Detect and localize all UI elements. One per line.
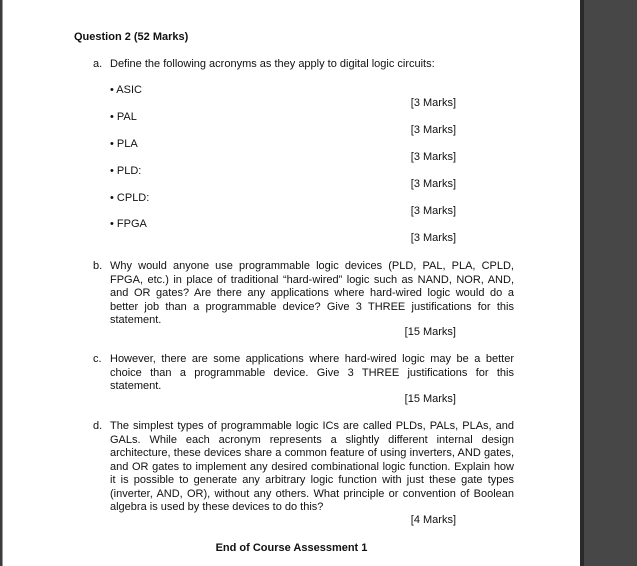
acronym-marks-asic: [3 Marks] (410, 97, 456, 109)
part-a-letter: a. (93, 58, 103, 70)
acronym-marks-pla: [3 Marks] (410, 151, 456, 163)
document-page (2, 0, 581, 566)
part-d-text: The simplest types of programmable logic ICs are called PLDs, PALs, PLAs, and GALs. While each acronym represents a slightly different internal design architecture, these devices share a common feature of using inverters, AND gates, and OR gates to implement any desired combinational logic function. Explain how it is possible to generate any arbitrary logic function with just these gate types (inverter, AND, OR), without any others. What principle or convention of Boolean algebra is used by these devices to do this? (110, 420, 514, 513)
acronym-marks-fpga: [3 Marks] (410, 232, 456, 244)
end-of-assessment-footer: End of Course Assessment 1 (215, 542, 368, 554)
part-b-marks: [15 Marks] (404, 326, 456, 338)
part-c-text: However, there are some applications where hard-wired logic may be a better choice than a programmable device. Give 3 THREE justifications for this statement. (110, 353, 514, 392)
acronym-item-asic: • ASIC (110, 84, 142, 96)
part-c-marks: [15 Marks] (404, 393, 456, 405)
acronym-marks-pal: [3 Marks] (410, 124, 456, 136)
acronym-marks-pld: [3 Marks] (410, 178, 456, 190)
part-a-text: Define the following acronyms as they apply to digital logic circuits: (110, 58, 435, 70)
viewer-background (580, 0, 637, 566)
acronym-item-pal: • PAL (110, 111, 137, 123)
part-c-letter: c. (93, 353, 102, 365)
part-d-marks: [4 Marks] (410, 514, 456, 526)
acronym-item-fpga: • FPGA (110, 218, 147, 230)
part-d-letter: d. (93, 420, 103, 432)
acronym-item-pld: • PLD: (110, 165, 142, 177)
acronym-item-cpld: • CPLD: (110, 192, 150, 204)
part-b-text: Why would anyone use programmable logic devices (PLD, PAL, PLA, CPLD, FPGA, etc.) in place of traditional “hard-wired” logic such as NAND, NOR, AND, and OR gates? Are there any applications where hard-wired logic would do a better job than a programmable device? Give 3 THREE justifications for this statement. (110, 260, 514, 326)
question-heading: Question 2 (52 Marks) (74, 31, 189, 43)
part-b-letter: b. (93, 260, 103, 272)
page-shadow-edge (580, 0, 584, 566)
acronym-marks-cpld: [3 Marks] (410, 205, 456, 217)
acronym-item-pla: • PLA (110, 138, 138, 150)
